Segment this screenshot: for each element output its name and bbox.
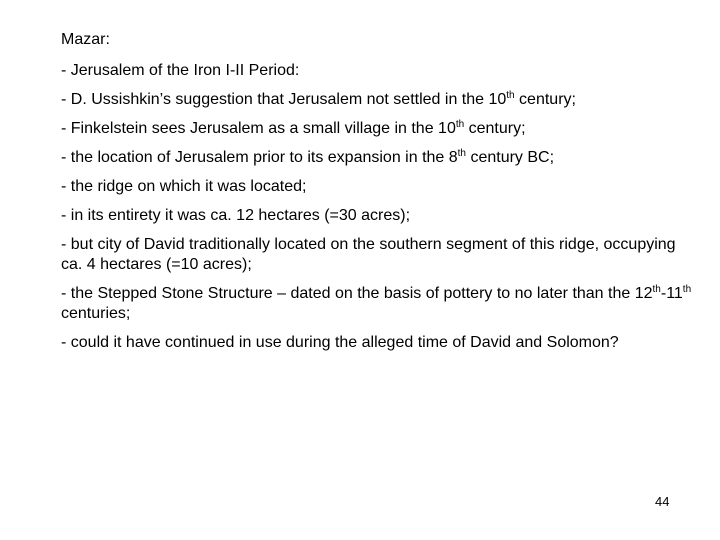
bullet-ridge-size: - in its entirety it was ca. 12 hectares (=30 acres); — [61, 207, 411, 224]
bullet-stepped-stone-structure: - the Stepped Stone Structure – dated on the basis of pottery to no later than the 12th-11th centuries; — [61, 284, 692, 322]
slide-content — [61, 30, 701, 362]
bullet-ussishkin-suggestion: - D. Ussishkin’s suggestion that Jerusalem not settled in the 10th century; — [61, 90, 576, 108]
bullet-continued-use-question: - could it have continued in use during the alleged time of David and Solomon? — [61, 334, 619, 351]
bullet-finkelstein-village: - Finkelstein sees Jerusalem as a small village in the 10th century; — [61, 119, 526, 137]
slide-title: Mazar: — [61, 31, 110, 48]
bullet-jerusalem-iron-period: - Jerusalem of the Iron I-II Period: — [61, 62, 300, 79]
page-number: 44 — [655, 494, 670, 509]
bullet-ridge-location: - the ridge on which it was located; — [61, 178, 307, 195]
bullet-city-of-david: - but city of David traditionally located on the southern segment of this ridge, occupying ca. 4 hectares (=10 acres); — [61, 236, 676, 273]
bullet-location-before-expansion: - the location of Jerusalem prior to its expansion in the 8th century BC; — [61, 148, 555, 166]
